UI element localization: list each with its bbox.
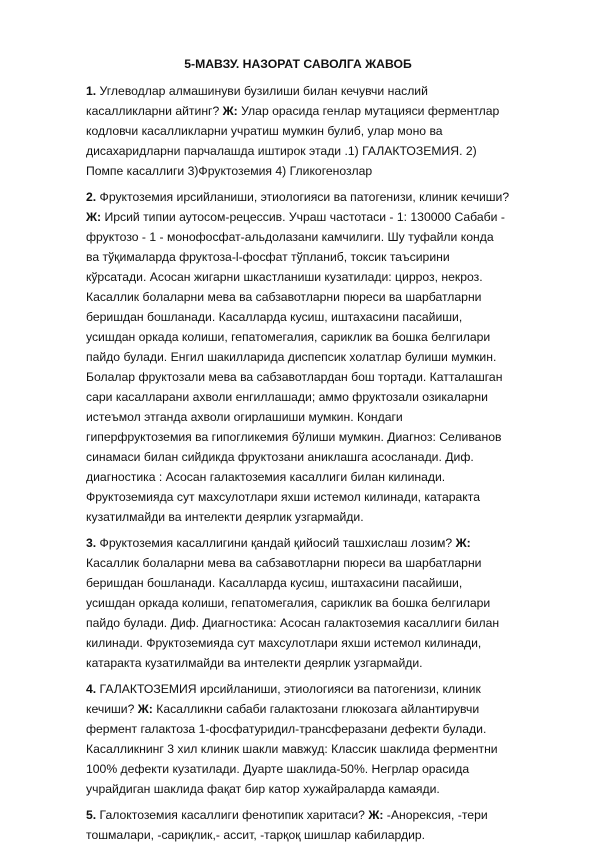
qa-item-4 <box>86 679 510 799</box>
question-text: Галоктоземия касаллиги фенотипик харитаси? <box>96 808 369 822</box>
question-number: 5. <box>86 808 97 822</box>
question-number: 1. <box>86 84 97 98</box>
answer-label: Ж: <box>86 210 102 224</box>
question-number: 3. <box>86 536 97 550</box>
question-number: 4. <box>86 682 97 696</box>
question-number: 2. <box>86 190 97 204</box>
qa-item-3 <box>86 533 510 673</box>
answer-label: Ж: <box>222 104 238 118</box>
answer-text: -Анорексия, -тери тошмалари, -сариқлик,- ассит, -тарқоқ шишлар кабилардир. <box>86 808 488 842</box>
question-text: Фруктоземия касаллигини қандай қийосий ташхислаш лозим? <box>96 536 456 550</box>
qa-item-1 <box>86 81 510 181</box>
answer-label: Ж: <box>455 536 471 550</box>
qa-item-5 <box>86 805 510 845</box>
question-text: ГАЛАКТОЗЕМИЯ ирсийланиши, этиологияси ва патогенизи, клиник кечиши? <box>86 682 481 716</box>
answer-label: Ж: <box>368 808 384 822</box>
answer-text: Касаллик болаларни мева ва сабзавотларни пюреси ва шарбатларни беришдан бошланади. Касалларда кусиш, иштахасини пасайиши, усишдан оркада колиши, гепатомегалия, сариклик ва бошка белгилари пайдо булади. Диф. Диагностика: Асосан галактоземия касаллиги билан килинади. Фруктоземияда сут махсулотлари яхши истемол килинади, катаракта кузатилмайди ва интелекти деярлик узгармайди. <box>86 556 500 670</box>
question-text: Фруктоземия ирсийланиши, этиологияси ва патогенизи, клиник кечиши? <box>96 190 510 204</box>
answer-label: Ж: <box>137 702 153 716</box>
answer-text: Улар орасида генлар мутацияси ферментлар кодловчи касалликларни учратиш мумкин булиб, улар моно ва дисахаридларни парчалашда иштирок этади .1) ГАЛАКТОЗЕМИЯ. 2) Помпе касаллиги 3)Фруктоземия 4) Гликогенозлар <box>86 104 500 178</box>
answer-text: Касалликни сабаби галактозани глюкозага айлантирувчи фермент галактоза 1-фосфатуридил-трансферазани дефекти булади. Касалликнинг 3 хил клиник шакли мавжуд: Классик шаклида ферментни 100% дефекти кузатилади. Дуарте шаклида-50%. Негрлар орасида учрайдиган шаклида фақат бир катор хужайраларда камаяди. <box>86 702 498 796</box>
answer-text: Ирсий типии аутосом-рецессив. Учраш частотаси - 1: 130000 Сабаби - фруктозо - 1 - монофосфат-альдолазани камчилиги. Шу туфайли конда ва тўқималарда фруктоза-l-фосфат тўпланиб, токсик таъсирини кўрсатади. Асосан жигарни шкастланиши кузатилади: цирроз, некроз. Касаллик болаларни мева ва сабзавотларни пюреси ва шарбатларни беришдан бошланади. Касалларда кусиш, иштахасини пасайиши, усишдан оркада колиши, гепатомегалия, сариклик ва бошка белгилари пайдо булади. Енгил шакилларида диспепсик холатлар булиши мумкин. Болалар фруктозали мева ва сабзавотлардан бош тортади. Катталашган сари касалларани ахволи енгиллашади; аммо фруктозали озикаларни истеъмол этганда ахволи огирлашиши мумкин. Кондаги гиперфруктоземия ва гипогликемия бўлиши мумкин. Диагноз: Селиванов синамаси билан сийдикда фруктозани аниклашга асосланади. Диф. диагностика : Асосан галактоземия касаллиги билан килинади. Фруктоземияда сут махсулотлари яхши истемол килинади, катаракта кузатилмайди ва интелекти деярлик узгармайди. <box>86 210 505 524</box>
document-title: 5-МАВЗУ. НАЗОРАТ САВОЛГА ЖАВОБ <box>184 57 412 71</box>
qa-item-2 <box>86 187 510 527</box>
question-text: Углеводлар алмашинуви бузилиши билан кечувчи наслий касалликларни айтинг? <box>86 84 428 118</box>
